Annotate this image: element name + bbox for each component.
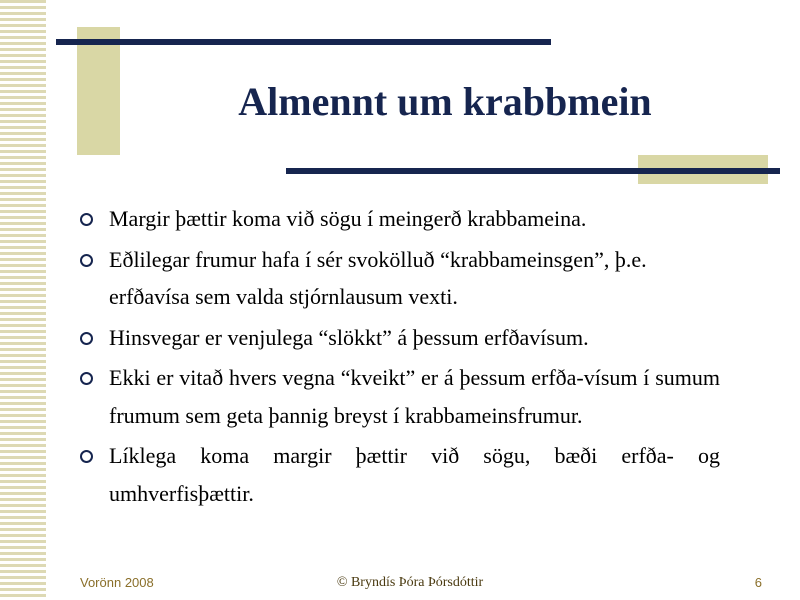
title-rule-bottom <box>286 168 780 174</box>
bullet-text: Ekki er vitað hvers vegna “kveikt” er á þessum erfða-vísum í sumum frumum sem geta þannig breyst í krabbameinsfrumur. <box>109 365 720 428</box>
bullet-item <box>78 241 720 316</box>
bullet-text: Hinsvegar er venjulega “slökkt” á þessum erfðavísum. <box>109 324 589 350</box>
bullet-list <box>78 200 720 515</box>
bullet-text: Líklega koma margir þættir við sögu, bæði erfða- og umhverfisþættir. <box>109 443 720 506</box>
decorative-stripes <box>0 0 46 600</box>
bullet-text: Margir þættir koma við sögu í meingerð krabbameina. <box>109 206 587 231</box>
bullet-item <box>78 437 720 512</box>
bullet-item <box>78 319 720 357</box>
footer-date: Vorönn 2008 <box>80 575 154 590</box>
bullet-item <box>78 200 720 238</box>
bullet-circle-icon <box>80 450 93 463</box>
bullet-circle-icon <box>80 254 93 267</box>
title-rule-top <box>56 39 551 45</box>
decorative-block-top <box>77 27 120 155</box>
bullet-circle-icon <box>80 332 93 345</box>
footer-author: © Bryndís Þóra Þórsdóttir <box>336 575 484 590</box>
slide-title: Almennt um krabbmein <box>238 79 652 124</box>
bullet-circle-icon <box>80 372 93 385</box>
bullet-circle-icon <box>80 213 93 226</box>
footer-page-number: 6 <box>754 575 762 590</box>
bullet-text: Eðlilegar frumur hafa í sér svokölluð “krabbameinsgen”, þ.e. erfðavísa sem valda stjórnlausum vexti. <box>109 246 647 309</box>
bullet-item <box>78 359 720 434</box>
